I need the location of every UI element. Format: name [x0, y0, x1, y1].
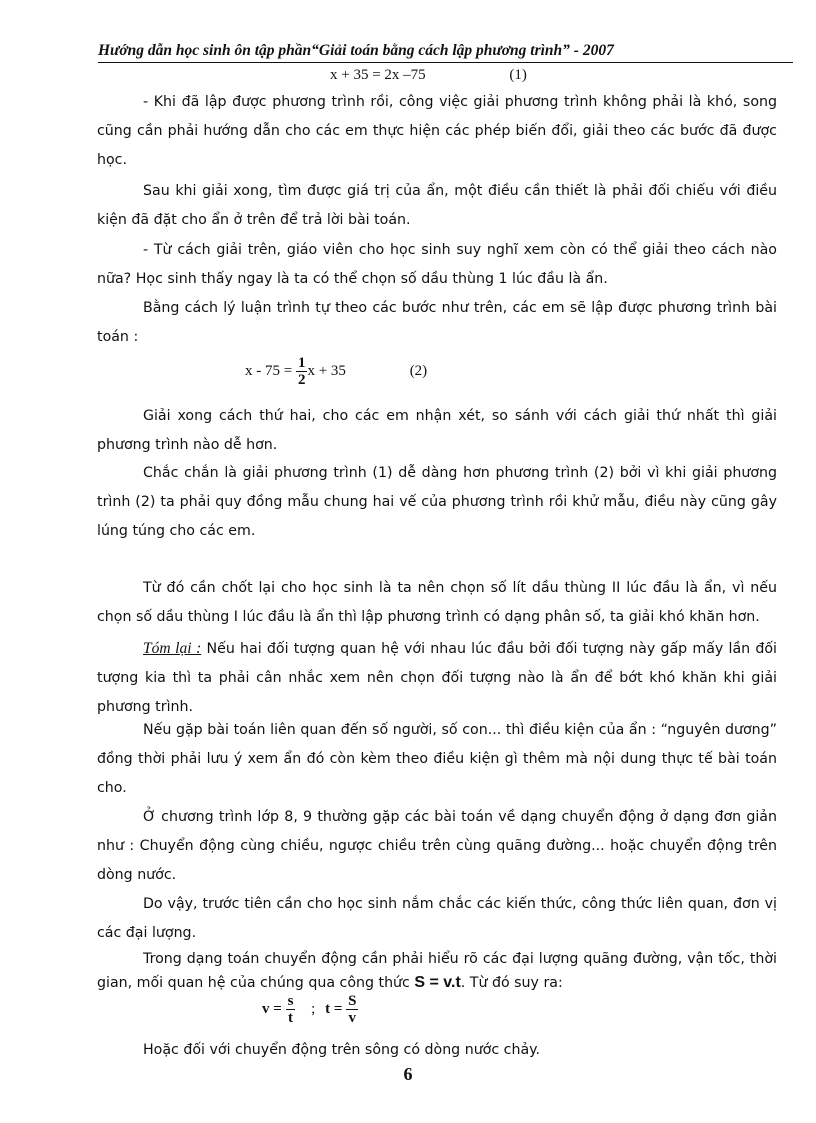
t-fraction-numerator: S — [348, 993, 357, 1009]
page-header: Hướng dẫn học sinh ôn tập phần“Giải toán bằng cách lập phương trình” - 2007 — [98, 42, 793, 63]
formula-paragraph-text: Trong dạng toán chuyển động cần phải hiểu rõ các đại lượng quãng đường, vận tốc, thời gian, mối quan hệ của chúng qua công thức — [97, 951, 777, 991]
paragraph: Từ đó cần chốt lại cho học sinh là ta nên chọn số lít dầu thùng II lúc đầu là ẩn, vì nếu chọn số dầu thùng I lúc đầu là ẩn thì lập phương trình có dạng phân số, ta giải khó khăn hơn. — [97, 580, 777, 625]
paragraph: Ở chương trình lớp 8, 9 thường gặp các bài toán về dạng chuyển động ở dạng đơn giản như : Chuyển động cùng chiều, ngược chiều trên cùng quãng đường... hoặc chuyển động trên dòng nước. — [97, 809, 777, 883]
paragraph: Nếu gặp bài toán liên quan đến số người, số con... thì điều kiện của ẩn : “nguyên dương” đồng thời phải lưu ý xem ẩn đó còn kèm theo điều kiện gì thêm mà nội dung thực tế bài toán cho. — [97, 722, 777, 796]
paragraph: - Khi đã lập được phương trình rồi, công việc giải phương trình không phải là khó, song cũng cần phải hướng dẫn cho các em thực hiện các phép biến đổi, giải theo các bước đã được học. — [97, 94, 777, 168]
summary-text: Nếu hai đối tượng quan hệ với nhau lúc đầu bởi đối tượng này gấp mấy lần đối tượng kia thì ta phải cân nhắc xem nên chọn đối tượng nào là ẩn để bớt khó khăn khi giải phương trình. — [97, 641, 777, 715]
formula-separator: ; — [311, 1001, 316, 1017]
v-formula-left: v = — [262, 1001, 282, 1017]
equation-2-label: (2) — [409, 363, 428, 379]
summary-paragraph — [97, 634, 777, 722]
v-fraction-denominator: t — [287, 1010, 293, 1026]
equation-1 — [330, 67, 527, 84]
paragraph: Chắc chắn là giải phương trình (1) dễ dàng hơn phương trình (2) bởi vì khi giải phương trình (2) ta phải quy đồng mẫu chung hai vế của phương trình rồi khử mẫu, điều này cũng gây lúng túng cho các em. — [97, 465, 777, 539]
paragraph: Do vậy, trước tiên cần cho học sinh nắm chắc các kiến thức, công thức liên quan, đơn vị các đại lượng. — [97, 896, 777, 941]
paragraph: - Từ cách giải trên, giáo viên cho học sinh suy nghĩ xem còn có thể giải theo cách nào nữa? Học sinh thấy ngay là ta có thể chọn số dầu thùng 1 lúc đầu là ẩn. — [97, 242, 777, 287]
equation-1-text: x + 35 = 2x –75 — [330, 67, 426, 83]
fraction-numerator: 1 — [297, 355, 306, 371]
t-formula-left: t = — [325, 1001, 343, 1017]
equation-2-right: x + 35 — [307, 363, 346, 379]
page-number: 6 — [403, 1064, 413, 1084]
equation-2-fraction — [296, 355, 308, 388]
fraction-denominator: 2 — [297, 372, 306, 388]
paragraph: Bằng cách lý luận trình tự theo các bước như trên, các em sẽ lập được phương trình bài toán : — [97, 300, 777, 345]
v-fraction-numerator: s — [287, 993, 294, 1009]
equation-1-label: (1) — [509, 67, 527, 83]
equation-2-left: x - 75 = — [245, 363, 293, 379]
equation-2 — [245, 355, 427, 388]
derived-formulas — [262, 993, 358, 1026]
summary-label: Tóm lại : — [143, 640, 202, 657]
paragraph: Hoặc đối với chuyển động trên sông có dòng nước chảy. — [143, 1042, 541, 1058]
v-fraction — [286, 993, 296, 1026]
formula-s-vt: S = v.t — [414, 974, 461, 991]
formula-paragraph — [97, 948, 777, 995]
paragraph: Giải xong cách thứ hai, cho các em nhận xét, so sánh với cách giải thứ nhất thì giải phương trình nào dễ hơn. — [97, 408, 777, 453]
paragraph: Sau khi giải xong, tìm được giá trị của ẩn, một điều cần thiết là phải đối chiếu với điều kiện đã đặt cho ẩn ở trên để trả lời bài toán. — [97, 183, 777, 228]
t-fraction-denominator: v — [348, 1010, 357, 1026]
t-fraction — [346, 993, 358, 1026]
formula-paragraph-tail: . Từ đó suy ra: — [460, 975, 563, 991]
